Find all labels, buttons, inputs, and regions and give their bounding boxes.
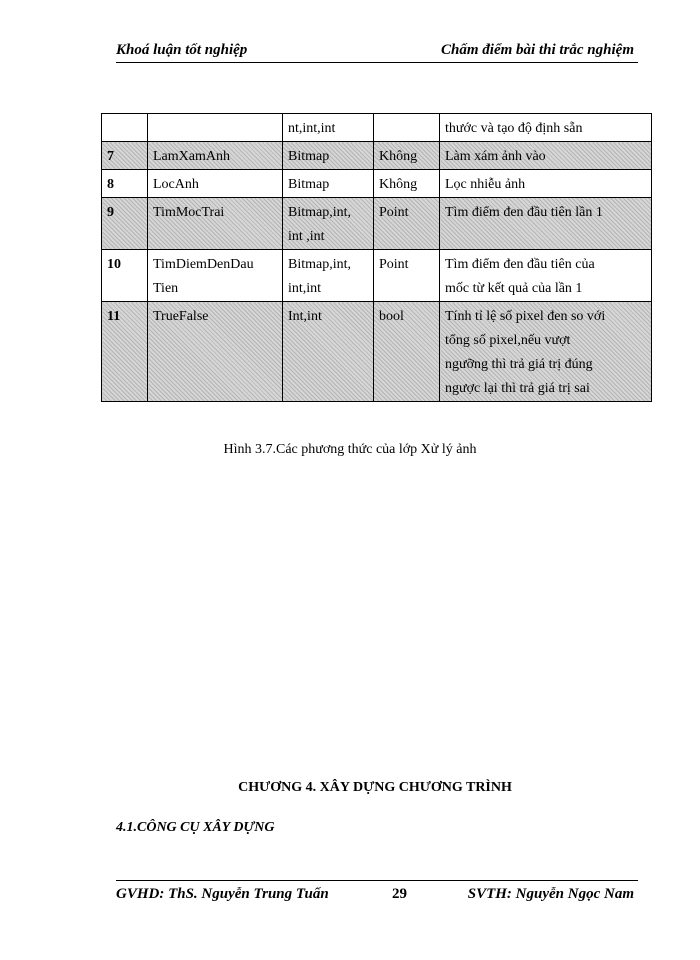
- table-cell: TimDiemDenDau Tien: [148, 250, 283, 302]
- table-cell: Int,int: [283, 302, 374, 402]
- page-footer: [116, 880, 638, 907]
- table-cell: LamXamAnh: [148, 142, 283, 170]
- table-cell: TrueFalse: [148, 302, 283, 402]
- table-cell: Bitmap,int, int ,int: [283, 198, 374, 250]
- table-cell: 11: [102, 302, 148, 402]
- table-cell: Tìm điểm đen đầu tiên của mốc từ kết quả của lần 1: [440, 250, 652, 302]
- table-row: [102, 142, 652, 170]
- table-cell: Không: [374, 142, 440, 170]
- page-number: 29: [392, 886, 407, 902]
- table-cell: 8: [102, 170, 148, 198]
- table-cell: Point: [374, 198, 440, 250]
- table-cell: Không: [374, 170, 440, 198]
- footer-student: SVTH: Nguyễn Ngọc Nam: [467, 886, 634, 902]
- figure-caption: Hình 3.7.Các phương thức của lớp Xử lý ảnh: [223, 442, 477, 457]
- table-cell: [374, 114, 440, 142]
- table-cell: Point: [374, 250, 440, 302]
- table-cell: Làm xám ảnh vào: [440, 142, 652, 170]
- chapter-title: CHƯƠNG 4. XÂY DỰNG CHƯƠNG TRÌNH: [238, 780, 512, 795]
- table-cell: LocAnh: [148, 170, 283, 198]
- methods-table: [101, 113, 652, 402]
- table-row: [102, 114, 652, 142]
- table-row: [102, 198, 652, 250]
- table-cell: Bitmap: [283, 142, 374, 170]
- table-cell: Tính tỉ lệ số pixel đen so với tổng số pixel,nếu vượt ngưỡng thì trả giá trị đúng ngược lại thì trả giá trị sai: [440, 302, 652, 402]
- header-topic-label: Chấm điểm bài thi trắc nghiệm: [441, 42, 634, 58]
- table-cell: TimMocTrai: [148, 198, 283, 250]
- table-row: [102, 250, 652, 302]
- table-row: [102, 170, 652, 198]
- table-cell: [148, 114, 283, 142]
- footer-advisor: GVHD: ThS. Nguyễn Trung Tuấn: [116, 886, 329, 902]
- table-cell: Lọc nhiễu ảnh: [440, 170, 652, 198]
- table-cell: nt,int,int: [283, 114, 374, 142]
- table-cell: 10: [102, 250, 148, 302]
- header-thesis-label: Khoá luận tốt nghiệp: [116, 42, 248, 58]
- table-cell: Bitmap: [283, 170, 374, 198]
- table-cell: 9: [102, 198, 148, 250]
- page-header: [116, 40, 638, 63]
- table-cell: 7: [102, 142, 148, 170]
- table-row: [102, 302, 652, 402]
- table-cell: [102, 114, 148, 142]
- section-title: 4.1.CÔNG CỤ XÂY DỰNG: [116, 820, 275, 835]
- table-cell: Tìm điểm đen đầu tiên lần 1: [440, 198, 652, 250]
- table-cell: bool: [374, 302, 440, 402]
- table-cell: thước và tạo độ định sẵn: [440, 114, 652, 142]
- table-cell: Bitmap,int, int,int: [283, 250, 374, 302]
